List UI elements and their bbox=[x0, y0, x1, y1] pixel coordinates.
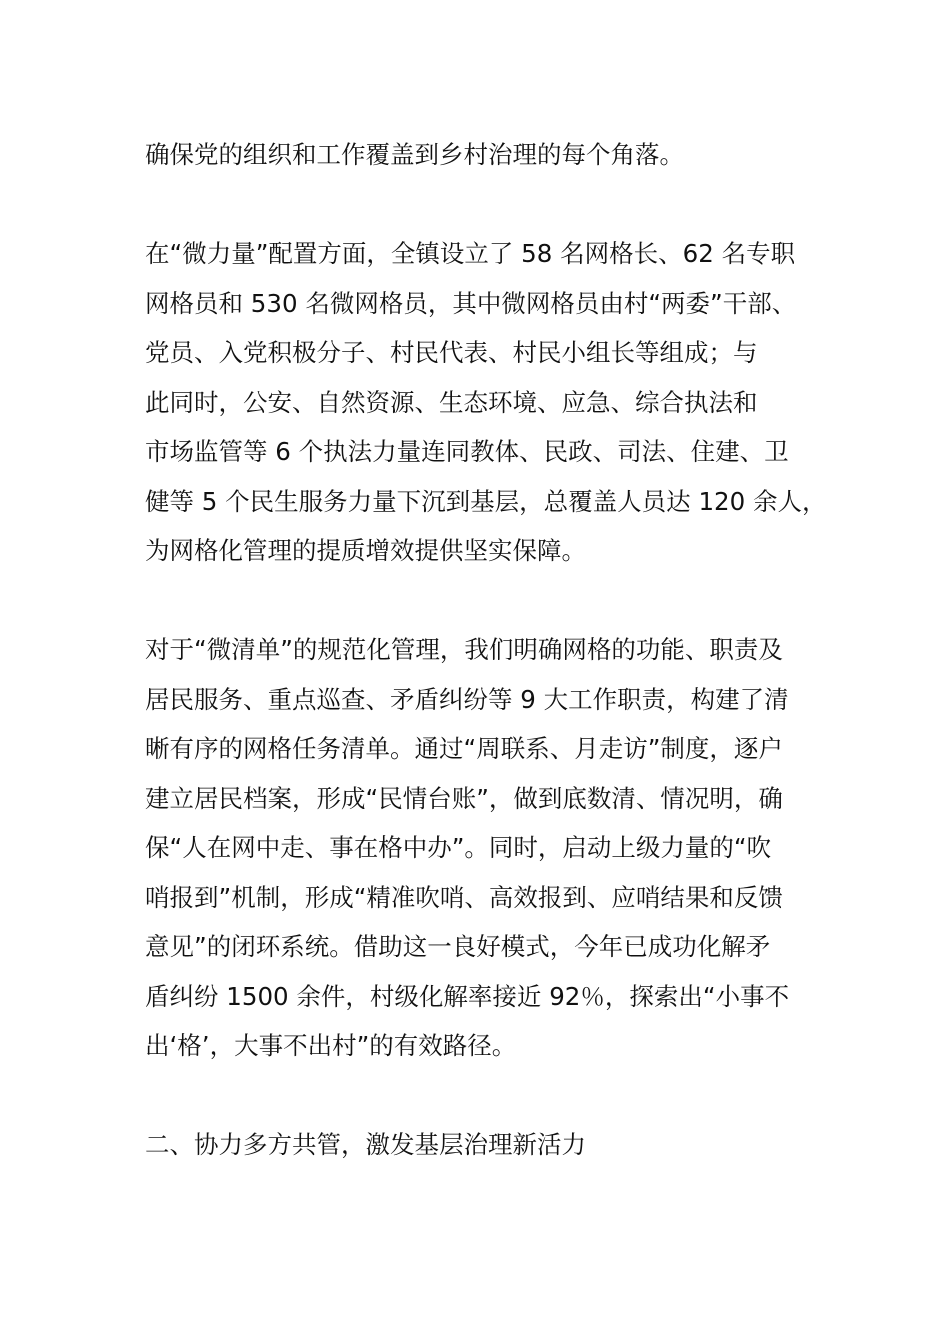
text-line: 晰有序的网格任务清单。通过“周联系、月走访”制度，逐户 bbox=[145, 734, 783, 763]
text-line: 市场监管等 6 个执法力量连同教体、民政、司法、住建、卫 bbox=[145, 437, 789, 466]
text-line: 居民服务、重点巡查、矛盾纠纷等 9 大工作职责，构建了清 bbox=[145, 684, 789, 714]
paragraph-3 bbox=[145, 625, 820, 1071]
section-heading-text: 二、协力多方共管，激发基层治理新活力 bbox=[145, 1130, 586, 1159]
text-line: 建立居民档案，形成“民情台账”，做到底数清、情况明，确 bbox=[145, 783, 783, 813]
text-line: 为网格化管理的提质增效提供坚实保障。 bbox=[145, 536, 586, 565]
text-line: 在“微力量”配置方面，全镇设立了 58 名网格长、62 名专职 bbox=[145, 239, 796, 268]
text-line: 哨报到”机制，形成“精准吹哨、高效报到、应哨结果和反馈 bbox=[145, 882, 783, 912]
paragraph-2 bbox=[145, 229, 827, 576]
text-line: 盾纠纷 1500 余件，村级化解率接近 92％，探索出“小事不 bbox=[145, 981, 790, 1011]
paragraph-1 bbox=[145, 130, 820, 180]
section-heading bbox=[145, 1120, 820, 1170]
text-line: 意见”的闭环系统。借助这一良好模式，今年已成功化解矛 bbox=[145, 932, 771, 961]
text-line: 确保党的组织和工作覆盖到乡村治理的每个角落。 bbox=[145, 140, 684, 169]
text-line: 党员、入党积极分子、村民代表、村民小组长等组成；与 bbox=[145, 338, 758, 367]
text-line: 此同时，公安、自然资源、生态环境、应急、综合执法和 bbox=[145, 387, 758, 417]
text-line: 保“人在网中走、事在格中办”。同时，启动上级力量的“吹 bbox=[145, 833, 772, 862]
text-line: 健等 5 个民生服务力量下沉到基层，总覆盖人员达 120 余人， bbox=[145, 486, 827, 516]
document-body bbox=[145, 130, 827, 1170]
text-line: 对于“微清单”的规范化管理，我们明确网格的功能、职责及 bbox=[145, 635, 783, 664]
text-line: 网格员和 530 名微网格员，其中微网格员由村“两委”干部、 bbox=[145, 288, 797, 318]
text-line: 出‘格’，大事不出村”的有效路径。 bbox=[145, 1031, 517, 1060]
